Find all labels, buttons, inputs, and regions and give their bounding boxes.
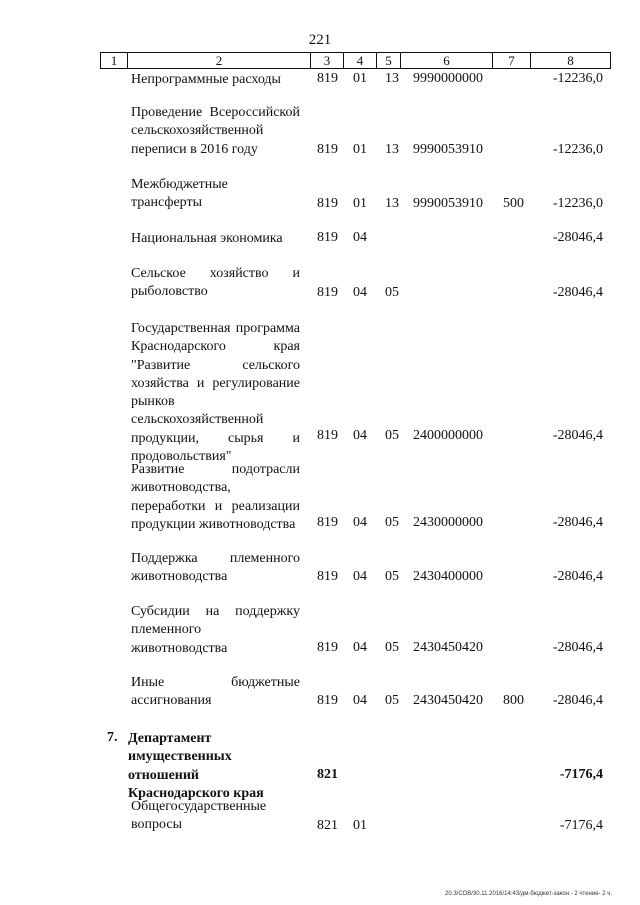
cell-pr: 05 bbox=[385, 285, 399, 300]
cell-pr: 13 bbox=[385, 71, 399, 86]
page-number: 221 bbox=[308, 32, 332, 48]
column-header: 5 bbox=[377, 53, 401, 69]
cell-vr: 800 bbox=[503, 693, 524, 708]
cell-rz: 04 bbox=[353, 515, 367, 530]
row-description: Поддержка племенного животноводства bbox=[131, 551, 300, 585]
cell-ved: 819 bbox=[317, 640, 338, 655]
cell-pr: 05 bbox=[385, 515, 399, 530]
cell-amount: -12236,0 bbox=[552, 71, 603, 86]
cell-ved: 821 bbox=[317, 818, 338, 833]
cell-amount: -28046,4 bbox=[552, 640, 603, 655]
cell-ved: 819 bbox=[317, 515, 338, 530]
cell-rz: 04 bbox=[353, 428, 367, 443]
cell-ved: 819 bbox=[317, 693, 338, 708]
document-footer: 20.3/СОВ/30.11.2016/14:43/дм-бюджет-закон - 2 чтение- 2 ч. bbox=[444, 891, 612, 897]
row-description: Проведение Всероссийской сельскохозяйственной переписи в 2016 году bbox=[131, 105, 300, 157]
section-number: 7. bbox=[107, 730, 118, 745]
cell-ved: 819 bbox=[317, 230, 338, 245]
cell-pr: 05 bbox=[385, 640, 399, 655]
row-description: Непрограммные расходы bbox=[131, 72, 281, 87]
cell-amount: -7176,4 bbox=[559, 767, 603, 782]
row-description: Государственная программа Краснодарского края "Развитие сельского хозяйства и регулирование рынков сельскохозяйственной продукции, сырья и продовольствия" bbox=[131, 321, 300, 465]
cell-pr: 13 bbox=[385, 196, 399, 211]
cell-rz: 04 bbox=[353, 285, 367, 300]
row-description: Общегосударственные вопросы bbox=[131, 799, 267, 833]
cell-amount: -28046,4 bbox=[552, 569, 603, 584]
cell-vr: 500 bbox=[503, 196, 524, 211]
row-description: Межбюджетные трансферты bbox=[131, 177, 228, 211]
column-header: 6 bbox=[401, 53, 493, 69]
cell-amount: -28046,4 bbox=[552, 428, 603, 443]
cell-amount: -12236,0 bbox=[552, 196, 603, 211]
cell-rz: 04 bbox=[353, 230, 367, 245]
cell-pr: 13 bbox=[385, 142, 399, 157]
column-header-row bbox=[100, 52, 611, 69]
column-header: 1 bbox=[101, 53, 128, 69]
cell-pr: 05 bbox=[385, 569, 399, 584]
row-description: Развитие подотрасли животноводства, переработки и реализации продукции животноводства bbox=[131, 462, 300, 532]
cell-ved: 819 bbox=[317, 71, 338, 86]
cell-amount: -28046,4 bbox=[552, 285, 603, 300]
cell-amount: -28046,4 bbox=[552, 230, 603, 245]
cell-csr: 9990000000 bbox=[413, 71, 483, 86]
cell-csr: 2430450420 bbox=[413, 640, 483, 655]
cell-amount: -12236,0 bbox=[552, 142, 603, 157]
cell-csr: 2430000000 bbox=[413, 515, 483, 530]
cell-rz: 01 bbox=[353, 818, 367, 833]
cell-ved: 819 bbox=[317, 569, 338, 584]
cell-rz: 04 bbox=[353, 640, 367, 655]
cell-ved: 819 bbox=[317, 142, 338, 157]
cell-csr: 9990053910 bbox=[413, 196, 483, 211]
column-header: 2 bbox=[128, 53, 311, 69]
column-header: 4 bbox=[344, 53, 377, 69]
cell-ved: 819 bbox=[317, 428, 338, 443]
cell-pr: 05 bbox=[385, 693, 399, 708]
column-header: 3 bbox=[311, 53, 344, 69]
cell-rz: 01 bbox=[353, 196, 367, 211]
cell-rz: 01 bbox=[353, 71, 367, 86]
cell-amount: -28046,4 bbox=[552, 693, 603, 708]
cell-amount: -7176,4 bbox=[559, 818, 603, 833]
cell-amount: -28046,4 bbox=[552, 515, 603, 530]
row-description: Сельское хозяйство и рыболовство bbox=[131, 266, 300, 300]
column-header: 8 bbox=[531, 53, 611, 69]
cell-rz: 04 bbox=[353, 569, 367, 584]
cell-csr: 2430400000 bbox=[413, 569, 483, 584]
column-header: 7 bbox=[493, 53, 531, 69]
cell-ved: 821 bbox=[317, 767, 338, 782]
row-description: Субсидии на поддержку племенного животноводства bbox=[131, 604, 300, 656]
cell-csr: 2400000000 bbox=[413, 428, 483, 443]
cell-csr: 2430450420 bbox=[413, 693, 483, 708]
row-description: Иные бюджетные ассигнования bbox=[131, 675, 300, 709]
cell-pr: 05 bbox=[385, 428, 399, 443]
row-description: Национальная экономика bbox=[131, 231, 283, 246]
section-title: Департамент имущественных отношений Краснодарского края bbox=[128, 731, 264, 801]
cell-rz: 04 bbox=[353, 693, 367, 708]
cell-csr: 9990053910 bbox=[413, 142, 483, 157]
cell-ved: 819 bbox=[317, 196, 338, 211]
cell-ved: 819 bbox=[317, 285, 338, 300]
cell-rz: 01 bbox=[353, 142, 367, 157]
